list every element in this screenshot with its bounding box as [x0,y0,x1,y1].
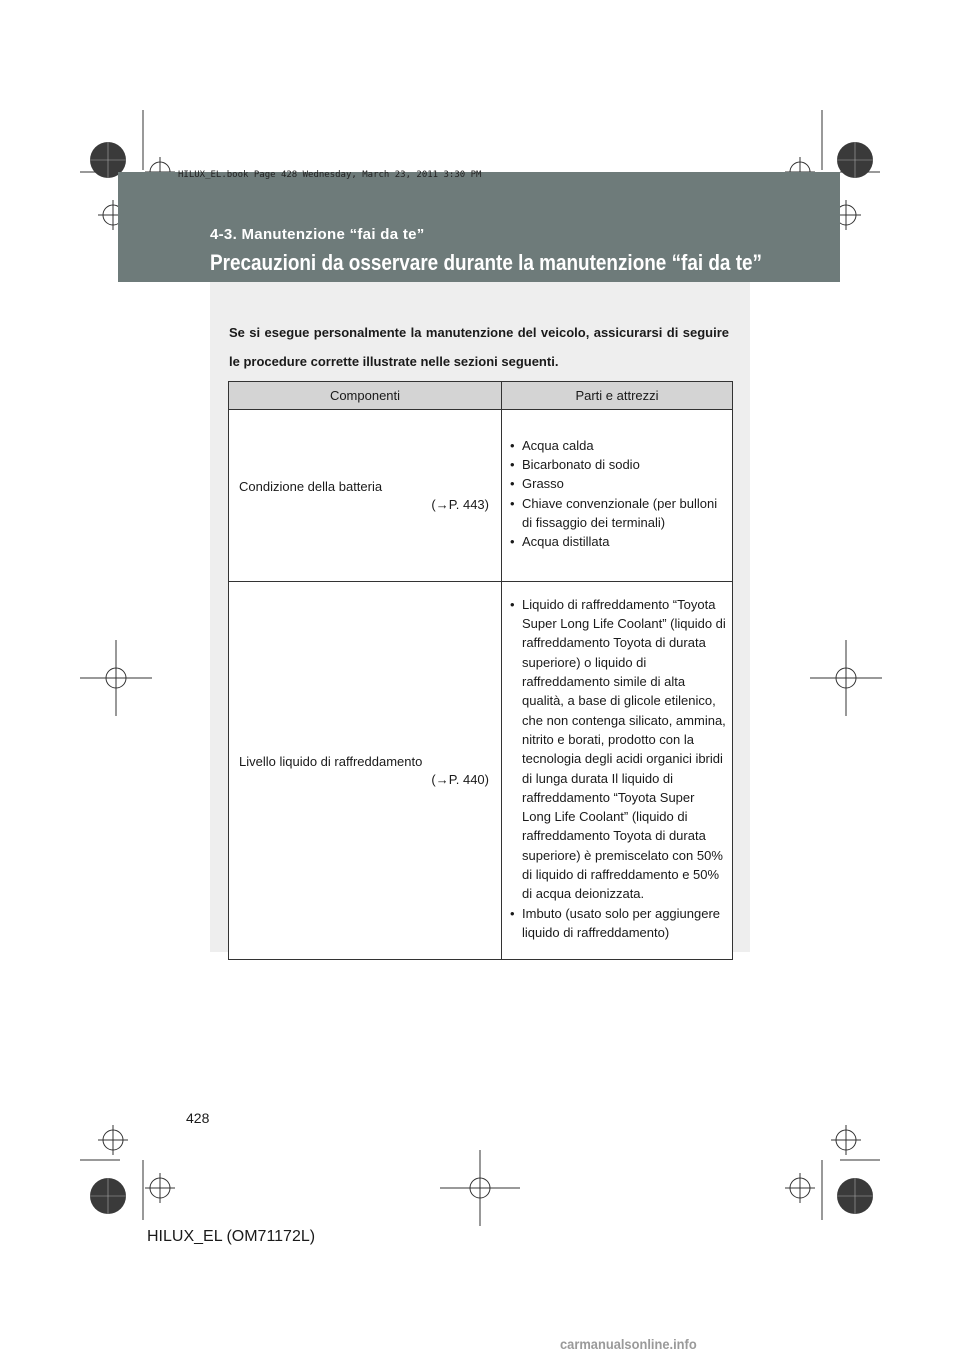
document-code: HILUX_EL (OM71172L) [147,1228,316,1245]
page-title: Precauzioni da osservare durante la manutenzione “fai da te” [210,250,762,275]
page-reference: (→P. 443) [431,496,489,512]
parts-cell [502,410,733,582]
list-item: • Imbuto (usato solo per aggiungere liquido di raffreddamento) [510,904,726,943]
parts-table [228,381,733,960]
book-stamp: HILUX_EL.book Page 428 Wednesday, March 23, 2011 3:30 PM [178,170,482,180]
component-cell [229,582,502,960]
watermark: carmanualsonline.info [560,1336,697,1352]
parts-cell [502,582,733,960]
page-reference: (→P. 440) [431,771,489,787]
column-header-parts: Parti e attrezzi [502,382,733,410]
list-item: • Chiave convenzionale (per bulloni di fissaggio dei terminali) [510,494,726,533]
list-item: • Liquido di raffreddamento “Toyota Super Long Life Coolant” (liquido di raffreddamento Toyota di durata superiore) o liquido di raffreddamento simile di alta qualità, a base di glicole etilenico, che non contenga silicato, ammina, nitrito e borati, prodotto con la tecnologia degli acidi organici ibridi di lunga durata Il liquido di raffreddamento “Toyota Super Long Life Coolant” (liquido di raffreddamento Toyota di durata superiore) è premiscelato con 50% di liquido di raffreddamento e 50% di acqua deionizzata. [510,595,726,904]
list-item: • Acqua distillata [510,532,726,551]
component-cell [229,410,502,582]
table-header-row [229,382,733,410]
table-row [229,410,733,582]
section-label: 4-3. Manutenzione “fai da te” [210,226,425,243]
column-header-components: Componenti [229,382,502,410]
intro-paragraph: Se si esegue personalmente la manutenzione del veicolo, assicurarsi di seguire le procedure corrette illustrate nelle sezioni seguenti. [229,325,729,369]
table-row [229,582,733,960]
page-number: 428 [186,1110,210,1126]
component-name: Condizione della batteria [239,478,383,494]
list-item: • Grasso [510,474,726,493]
list-item: • Acqua calda [510,436,726,455]
list-item: • Bicarbonato di sodio [510,455,726,474]
component-name: Livello liquido di raffreddamento [239,753,423,769]
